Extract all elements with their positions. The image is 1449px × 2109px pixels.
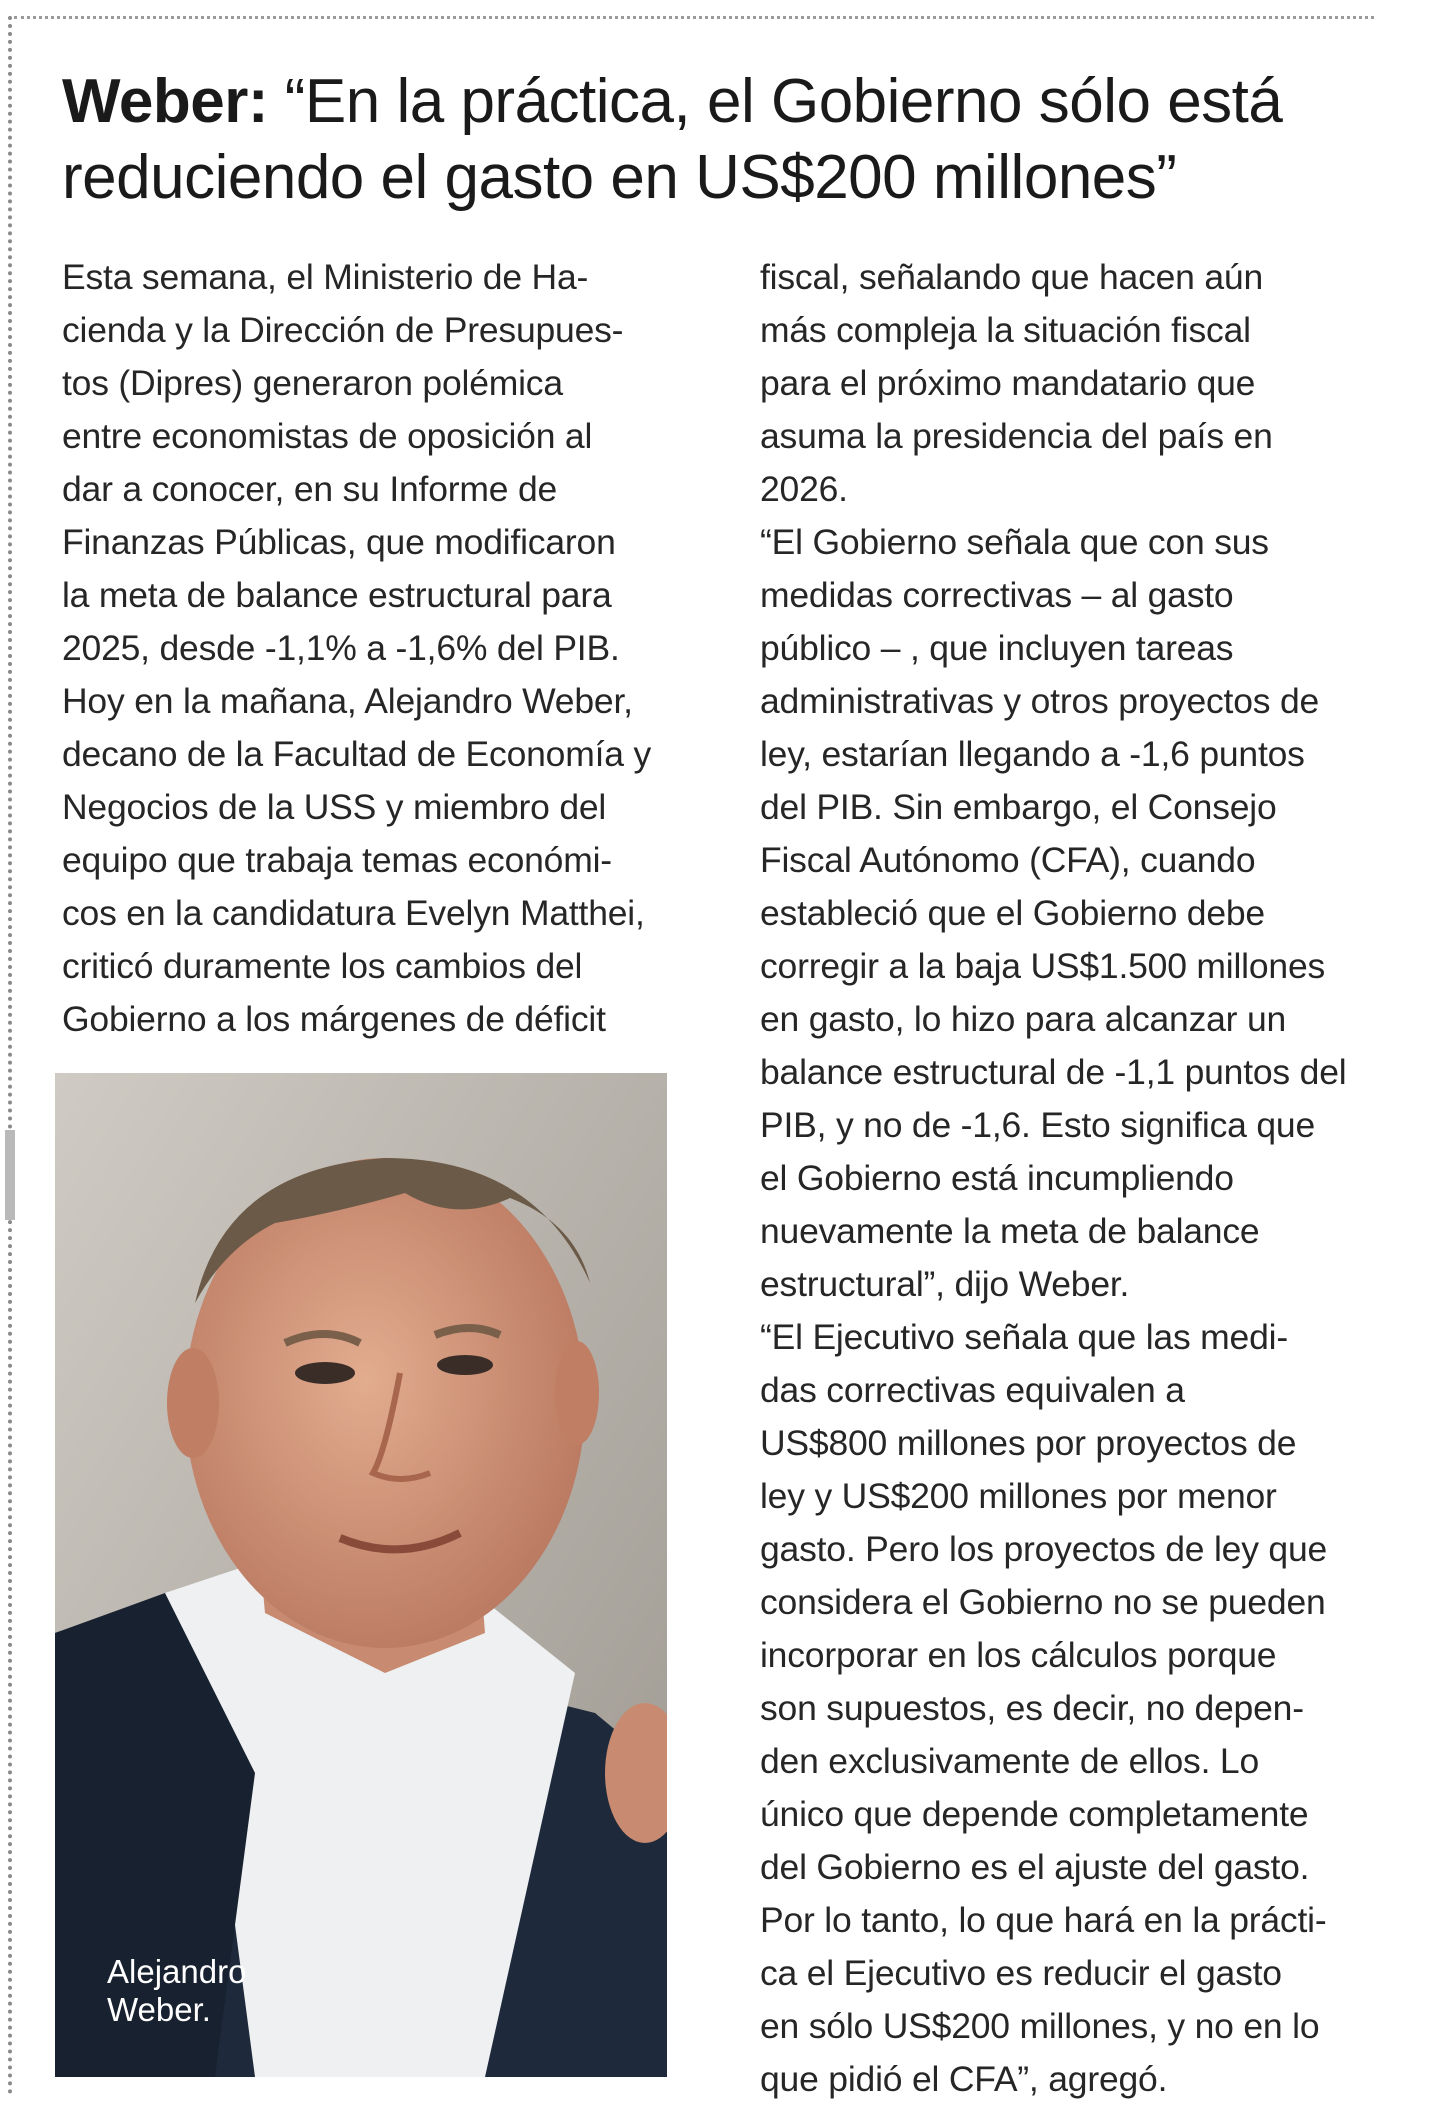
- text-line: administrativas y otros proyectos de: [760, 681, 1320, 721]
- text-line: US$800 millones por proyectos de: [760, 1423, 1297, 1463]
- text-line: gasto. Pero los proyectos de ley que: [760, 1529, 1328, 1569]
- text-line: tos (Dipres) generaron polémica: [62, 363, 563, 403]
- text-line: Gobierno a los márgenes de déficit: [62, 999, 606, 1039]
- text-line: cos en la candidatura Evelyn Matthei,: [62, 893, 645, 933]
- text-line: en sólo US$200 millones, y no en lo: [760, 2006, 1320, 2046]
- left-eye: [295, 1362, 355, 1384]
- text-line: Fiscal Autónomo (CFA), cuando: [760, 840, 1256, 880]
- text-line: medidas correctivas – al gasto: [760, 575, 1234, 615]
- text-line: PIB, y no de -1,6. Esto significa que: [760, 1105, 1316, 1145]
- caption-line: Weber.: [107, 1991, 211, 2028]
- left-column-text: [62, 251, 722, 1046]
- text-line: estructural”, dijo Weber.: [760, 1264, 1130, 1304]
- text-line: Finanzas Públicas, que modificaron: [62, 522, 616, 562]
- text-line: Negocios de la USS y miembro del: [62, 787, 607, 827]
- text-line: ca el Ejecutivo es reducir el gasto: [760, 1953, 1282, 1993]
- text-line: cienda y la Dirección de Presupues-: [62, 310, 624, 350]
- right-eye: [437, 1355, 493, 1375]
- text-line: más compleja la situación fiscal: [760, 310, 1251, 350]
- text-line: “El Ejecutivo señala que las medi-: [760, 1317, 1288, 1357]
- text-line: das correctivas equivalen a: [760, 1370, 1185, 1410]
- top-dotted-rule: [14, 16, 1374, 19]
- text-line: el Gobierno está incumpliendo: [760, 1158, 1234, 1198]
- text-line: del Gobierno es el ajuste del gasto.: [760, 1847, 1310, 1887]
- text-line: considera el Gobierno no se pueden: [760, 1582, 1326, 1622]
- text-line: nuevamente la meta de balance: [760, 1211, 1260, 1251]
- text-line: corregir a la baja US$1.500 millones: [760, 946, 1326, 986]
- left-rule-shade: [5, 1130, 15, 1220]
- text-line: equipo que trabaja temas económi-: [62, 840, 612, 880]
- portrait-photo: [55, 1073, 667, 2077]
- text-line: para el próximo mandatario que: [760, 363, 1256, 403]
- article-column-left: [62, 251, 722, 1046]
- text-line: único que depende completamente: [760, 1794, 1309, 1834]
- portrait-illustration: [55, 1073, 667, 2077]
- headline-kicker: Weber:: [62, 67, 269, 136]
- text-line: balance estructural de -1,1 puntos del: [760, 1052, 1347, 1092]
- right-column-text: [760, 251, 1400, 2106]
- text-line: den exclusivamente de ellos. Lo: [760, 1741, 1259, 1781]
- text-line: entre economistas de oposición al: [62, 416, 593, 456]
- text-line: la meta de balance estructural para: [62, 575, 612, 615]
- text-line: en gasto, lo hizo para alcanzar un: [760, 999, 1287, 1039]
- text-line: que pidió el CFA”, agregó.: [760, 2059, 1168, 2099]
- text-line: Hoy en la mañana, Alejandro Weber,: [62, 681, 633, 721]
- left-ear: [167, 1348, 219, 1458]
- text-line: del PIB. Sin embargo, el Consejo: [760, 787, 1277, 827]
- text-line: asuma la presidencia del país en: [760, 416, 1273, 456]
- caption-line: Alejandro: [107, 1953, 247, 1990]
- text-line: 2026.: [760, 469, 848, 509]
- text-line: estableció que el Gobierno debe: [760, 893, 1265, 933]
- text-line: público – , que incluyen tareas: [760, 628, 1234, 668]
- right-ear: [555, 1341, 599, 1445]
- text-line: decano de la Facultad de Economía y: [62, 734, 651, 774]
- text-line: ley y US$200 millones por menor: [760, 1476, 1277, 1516]
- article-headline: [62, 64, 1382, 216]
- text-line: “El Gobierno señala que con sus: [760, 522, 1269, 562]
- left-dotted-rule: [8, 16, 12, 2096]
- text-line: 2025, desde -1,1% a -1,6% del PIB.: [62, 628, 620, 668]
- text-line: criticó duramente los cambios del: [62, 946, 583, 986]
- photo-caption: [107, 1953, 246, 2029]
- headline-quote: “En la práctica, el Gobierno sólo está reduciendo el gasto en US$200 millones”: [62, 67, 1283, 212]
- text-line: incorporar en los cálculos porque: [760, 1635, 1277, 1675]
- text-line: son supuestos, es decir, no depen-: [760, 1688, 1304, 1728]
- text-line: fiscal, señalando que hacen aún: [760, 257, 1264, 297]
- article-column-right: [760, 251, 1400, 2106]
- text-line: Por lo tanto, lo que hará en la prácti-: [760, 1900, 1327, 1940]
- text-line: Esta semana, el Ministerio de Ha-: [62, 257, 589, 297]
- text-line: dar a conocer, en su Informe de: [62, 469, 558, 509]
- text-line: ley, estarían llegando a -1,6 puntos: [760, 734, 1305, 774]
